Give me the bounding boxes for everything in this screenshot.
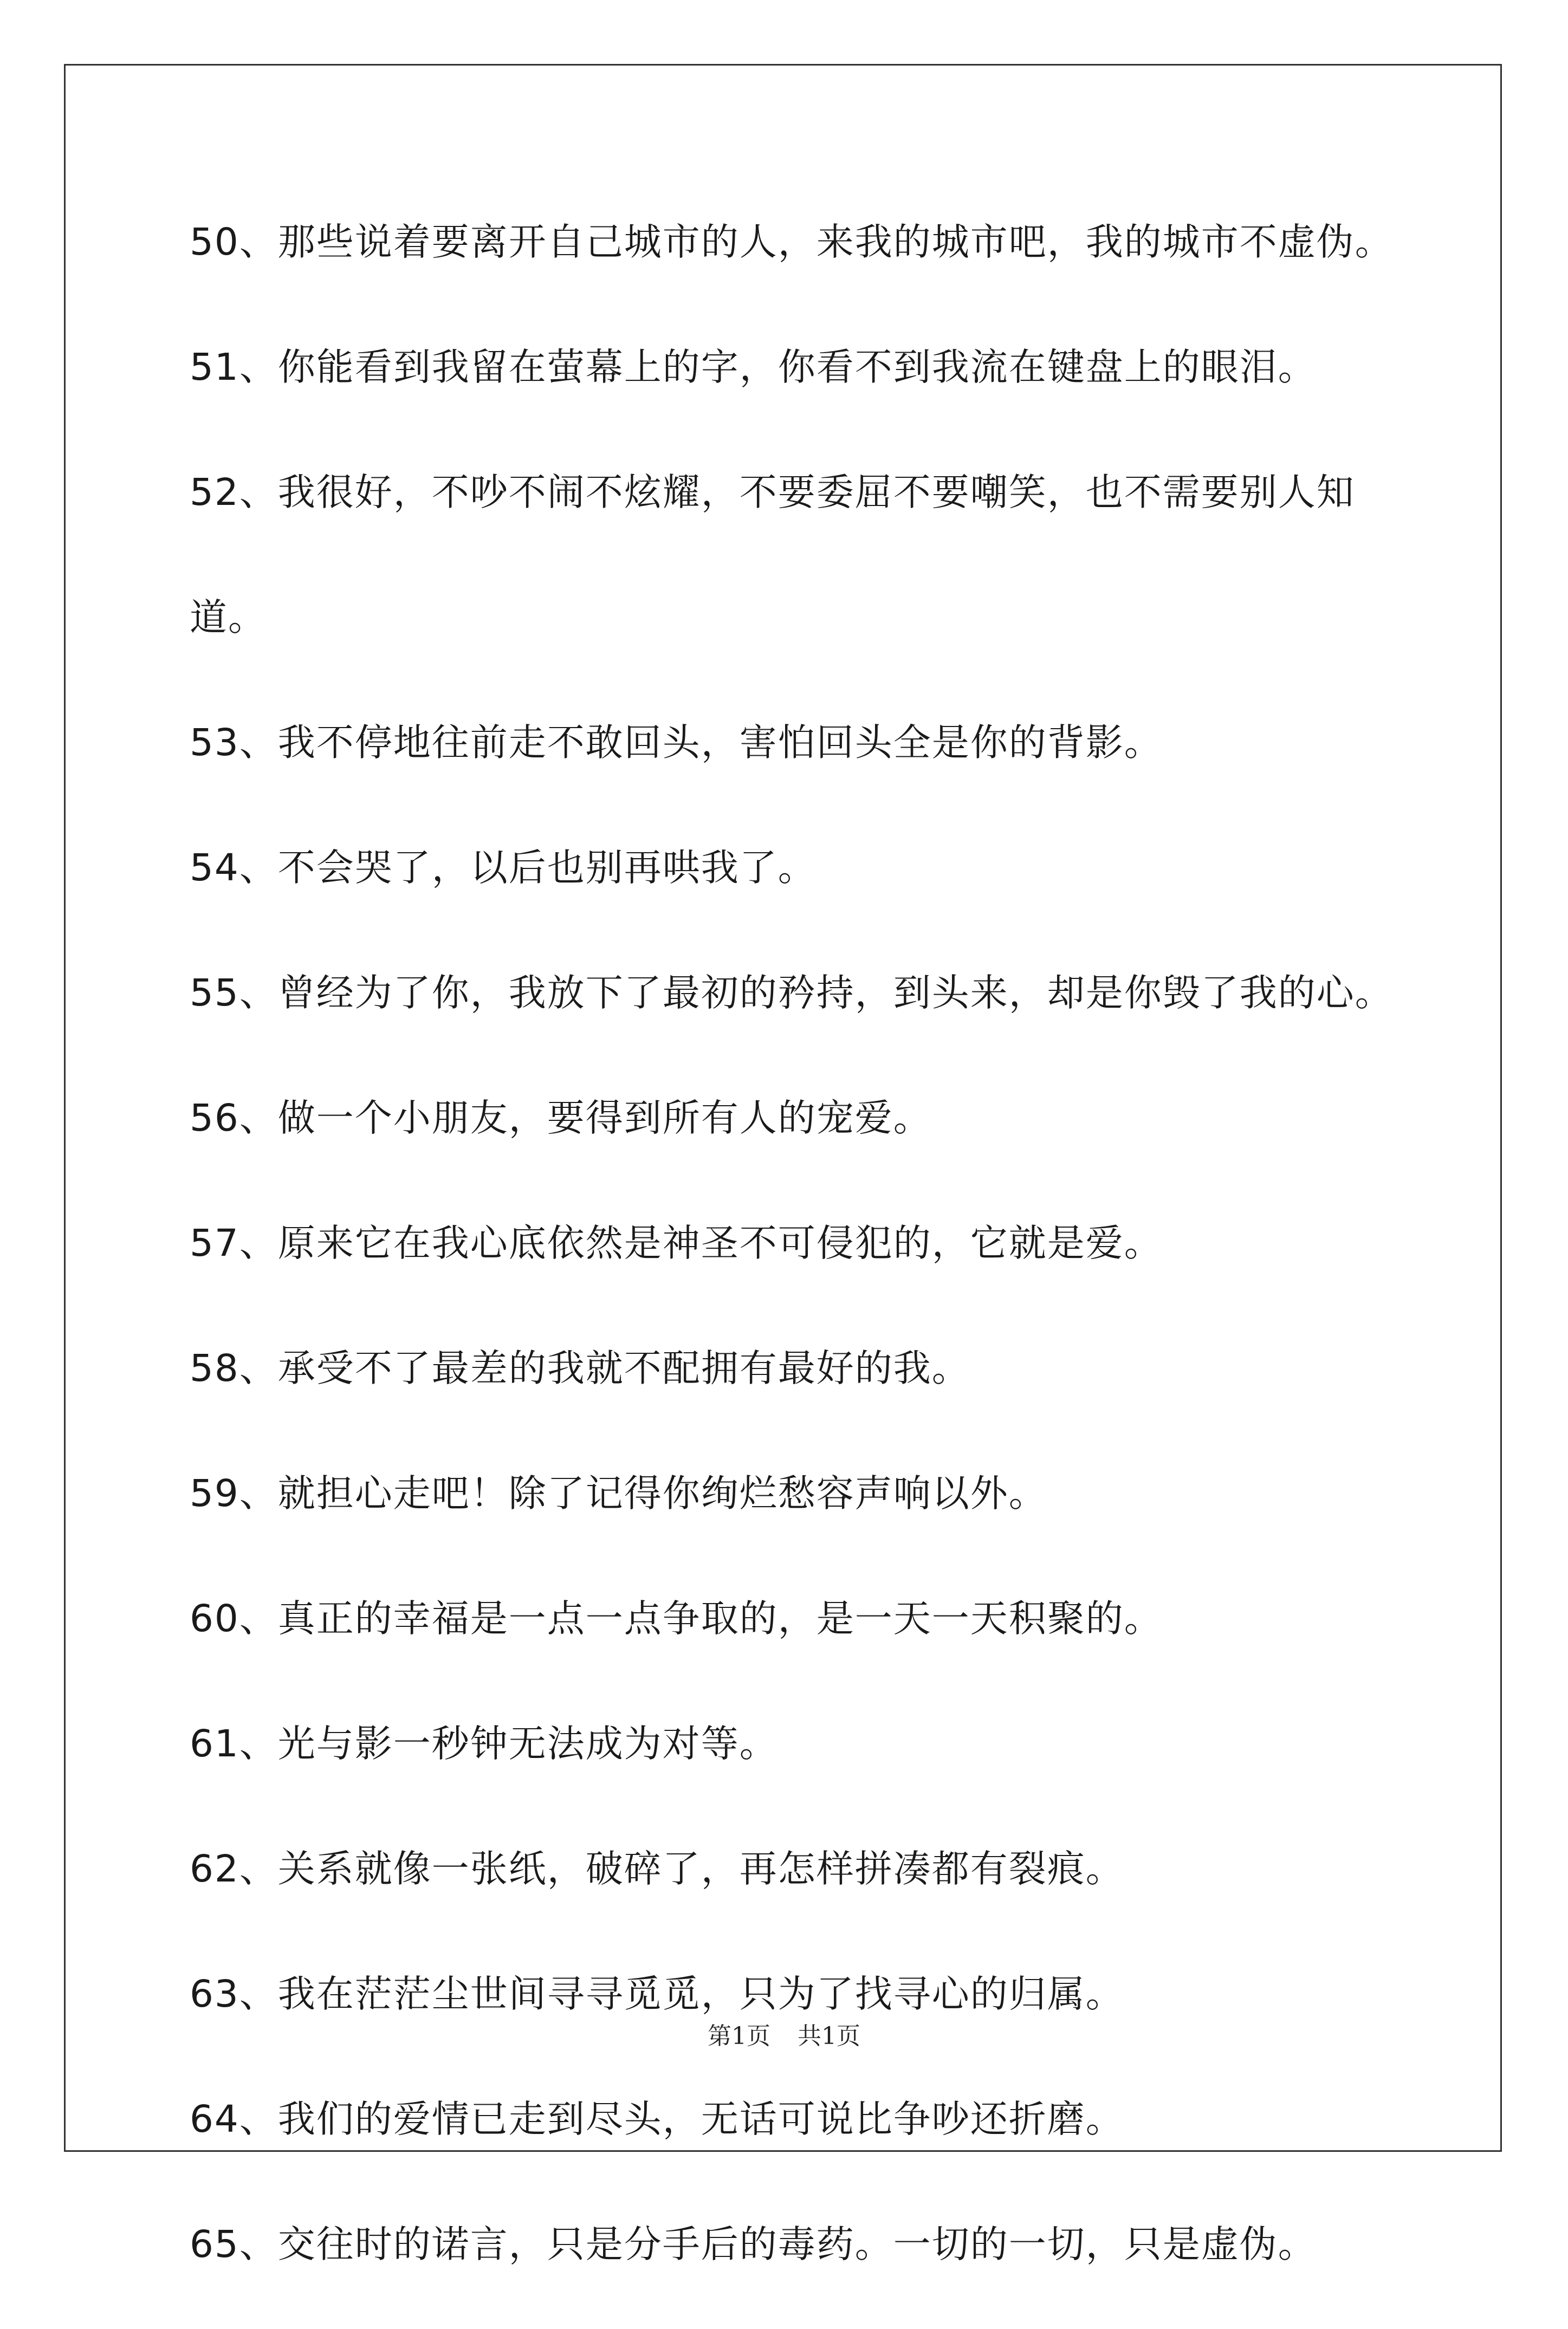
text-line: 58、承受不了最差的我就不配拥有最好的我。: [190, 1347, 970, 1390]
text-line: 65、交往时的诺言，只是分手后的毒药。一切的一切，只是虚伪。: [190, 2223, 1317, 2266]
text-line: 64、我们的爱情已走到尽头，无话可说比争吵还折磨。: [190, 2098, 1124, 2141]
text-line: 57、原来它在我心底依然是神圣不可侵犯的，它就是爱。: [190, 1222, 1163, 1265]
text-line: 61、光与影一秒钟无法成为对等。: [190, 1722, 778, 1766]
text-line: 60、真正的幸福是一点一点争取的，是一天一天积聚的。: [190, 1597, 1163, 1640]
text-line: 62、关系就像一张纸，破碎了，再怎样拼凑都有裂痕。: [190, 1847, 1124, 1891]
text-line: 51、你能看到我留在萤幕上的字，你看不到我流在键盘上的眼泪。: [190, 346, 1317, 389]
text-line: 52、我很好，不吵不闹不炫耀，不要委屈不要嘲笑，也不需要别人知: [190, 471, 1355, 514]
page-footer: [0, 2016, 1568, 2051]
text-line: 55、曾经为了你，我放下了最初的矜持，到头来，却是你毁了我的心。: [190, 971, 1394, 1015]
text-line: 59、就担心走吧！除了记得你绚烂愁容声响以外。: [190, 1472, 1047, 1515]
document-body: [190, 202, 1436, 2329]
page-number-total: 共1页: [798, 2022, 860, 2050]
text-line: 56、做一个小朋友，要得到所有人的宠爱。: [190, 1097, 932, 1140]
text-line: 53、我不停地往前走不敢回头，害怕回头全是你的背影。: [190, 721, 1163, 764]
page-number-current: 第1页: [708, 2022, 770, 2050]
text-line: 63、我在茫茫尘世间寻寻觅觅，只为了找寻心的归属。: [190, 1973, 1124, 2016]
text-line: 54、不会哭了，以后也别再哄我了。: [190, 846, 817, 890]
text-line: 50、那些说着要离开自己城市的人，来我的城市吧，我的城市不虚伪。: [190, 220, 1394, 264]
text-line: 道。: [190, 596, 267, 639]
